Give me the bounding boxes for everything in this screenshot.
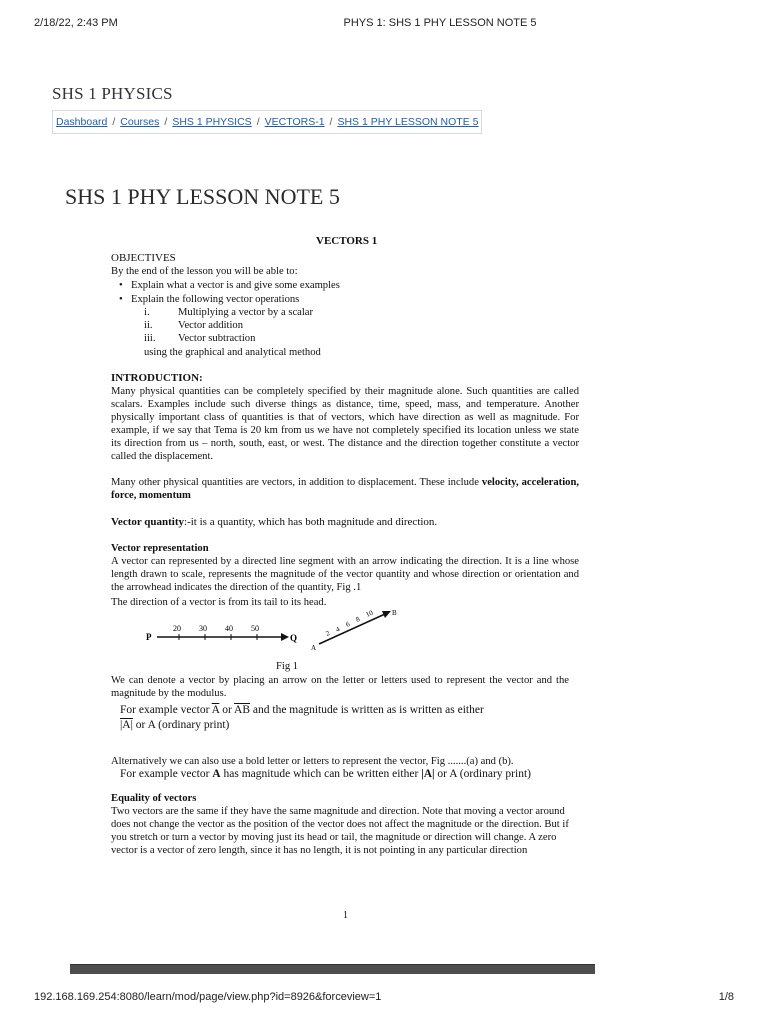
breadcrumb-separator: / bbox=[256, 116, 260, 128]
print-header bbox=[0, 17, 768, 33]
print-page-count: 1/8 bbox=[718, 991, 734, 1003]
breadcrumb-section[interactable]: VECTORS-1 bbox=[264, 116, 325, 128]
vector-line-ab bbox=[319, 614, 385, 644]
vector-quantity-definition bbox=[111, 516, 437, 529]
modulus-symbol: |A| bbox=[421, 768, 435, 780]
notation-text: or bbox=[219, 704, 235, 716]
lesson-heading: VECTORS 1 bbox=[316, 235, 378, 247]
tick-label: 4 bbox=[334, 625, 342, 634]
figure-caption: Fig 1 bbox=[276, 661, 299, 672]
tick-label: 10 bbox=[364, 608, 375, 619]
notation-text: has magnitude which can be written either bbox=[220, 768, 422, 780]
vector-figure bbox=[141, 604, 461, 659]
tick-label: 20 bbox=[173, 624, 181, 633]
document-page-number: 1 bbox=[343, 910, 348, 921]
denote-paragraph: We can denote a vector by placing an arrow on the letter or letters used to represent the vector and the magnitude by the modulus. bbox=[111, 675, 569, 699]
equality-paragraph: Two vectors are the same if they have the same magnitude and direction. Note that moving a vector around does not change the vector as the position of the vector does not affect the magnitude or the direction. But if you stretch or turn a vector by moving just its head or tail, the magnitude or direction will change. A zero vector is a vector of zero length, since it has no length, it is not pointing in any particular direction bbox=[111, 806, 569, 856]
objective-bullet: • Explain what a vector is and give some examples bbox=[131, 279, 340, 292]
objective-bullet: • Explain the following vector operations bbox=[131, 293, 299, 306]
operation-text: Vector addition bbox=[178, 320, 244, 331]
breadcrumb-separator: / bbox=[112, 116, 116, 128]
notation-example-line-2 bbox=[120, 719, 229, 732]
breadcrumb-course[interactable]: SHS 1 PHYSICS bbox=[172, 116, 252, 128]
alternative-paragraph: Alternatively we can also use a bold letter or letters to represent the vector, Fig .......(a) and (b). bbox=[111, 756, 514, 767]
page-title: SHS 1 PHY LESSON NOTE 5 bbox=[65, 184, 340, 209]
notation-example-line-1 bbox=[120, 704, 484, 717]
vector-quantity-term: Vector quantity bbox=[111, 516, 185, 528]
print-url: 192.168.169.254:8080/learn/mod/page/view.php?id=8926&forceview=1 bbox=[34, 991, 382, 1003]
tick-label: 40 bbox=[225, 624, 233, 633]
equality-heading: Equality of vectors bbox=[111, 793, 197, 804]
breadcrumb bbox=[52, 110, 482, 134]
tick-label: 50 bbox=[251, 624, 259, 633]
tick-label: 2 bbox=[324, 629, 332, 638]
print-title: PHYS 1: SHS 1 PHY LESSON NOTE 5 bbox=[343, 17, 537, 29]
vector-quantity-text: :-it is a quantity, which has both magnitude and direction. bbox=[184, 516, 438, 528]
notation-text: or A (ordinary print) bbox=[132, 719, 230, 731]
breadcrumb-dashboard[interactable]: Dashboard bbox=[56, 116, 108, 128]
tick-label: 6 bbox=[344, 620, 352, 629]
notation-text: and the magnitude is written as is written as either bbox=[250, 704, 484, 716]
notation-text: For example vector bbox=[120, 768, 213, 780]
print-footer bbox=[0, 991, 768, 1007]
vector-end-label: B bbox=[392, 609, 397, 617]
objectives-heading: OBJECTIVES bbox=[111, 252, 176, 264]
modulus-symbol: |A| bbox=[120, 719, 133, 731]
vector-representation-paragraph: A vector can represented by a directed line segment with an arrow indicating the direction. It is a line whose length drawn to scale, represents the magnitude of the vector quantity and whose direction or orientation and the arrowhead indicates the direction of the quantity, Fig .1 bbox=[111, 556, 579, 593]
arrowhead-icon bbox=[281, 633, 289, 641]
intro-paragraph: Many physical quantities can be completely specified by their magnitude alone. Such quantities are called scalars. Examples include such diverse things as distance, time, speed, mass, and temperature. Another physically important class of quantities is that of vectors, which have direction as well as magnitude. For example, if we say that Tema is 20 km from us we have not completely specified its location unless we state its direction from us – north, south, east, or west. The distance and the direction together constitute a vector called the displacement. bbox=[111, 386, 579, 462]
operation-number: ii. bbox=[144, 320, 153, 331]
vector-a-symbol: $\overline{A}$ bbox=[211, 704, 220, 716]
operation-text: Multiplying a vector by a scalar bbox=[178, 307, 314, 318]
operation-number: i. bbox=[144, 307, 150, 318]
other-quantities-paragraph bbox=[111, 476, 579, 502]
method-line: using the graphical and analytical method bbox=[144, 347, 321, 358]
tick-label: 8 bbox=[354, 615, 362, 624]
notation-text: For example vector bbox=[120, 704, 212, 716]
vector-representation-heading: Vector representation bbox=[111, 543, 209, 554]
print-datetime: 2/18/22, 2:43 PM bbox=[34, 17, 118, 29]
course-title: SHS 1 PHYSICS bbox=[52, 84, 173, 103]
horizontal-scrollbar[interactable] bbox=[70, 964, 595, 974]
tick-label: 30 bbox=[199, 624, 207, 633]
breadcrumb-separator: / bbox=[164, 116, 168, 128]
breadcrumb-courses[interactable]: Courses bbox=[120, 116, 160, 128]
vector-start-label: P bbox=[146, 632, 152, 642]
vector-direction-line: The direction of a vector is from its tail to its head. bbox=[111, 597, 327, 608]
operation-number: iii. bbox=[144, 333, 156, 344]
intro-heading: INTRODUCTION: bbox=[111, 372, 203, 384]
vector-start-label: A bbox=[311, 644, 317, 652]
bold-vector-symbol: A bbox=[212, 768, 221, 780]
other-quantities-text: Many other physical quantities are vectors, in addition to displacement. These include bbox=[111, 477, 482, 488]
operation-text: Vector subtraction bbox=[178, 333, 256, 344]
other-quantities-bold: velocity, acceleration, force, momentum bbox=[111, 477, 579, 501]
bold-notation-example bbox=[120, 768, 531, 781]
breadcrumb-separator: / bbox=[329, 116, 333, 128]
notation-text: or A (ordinary print) bbox=[434, 768, 531, 780]
vector-ab-symbol: $\overline{AB}$ bbox=[234, 704, 251, 716]
objectives-intro: By the end of the lesson you will be able to: bbox=[111, 266, 298, 277]
vector-end-label: Q bbox=[290, 633, 298, 643]
breadcrumb-current-page[interactable]: SHS 1 PHY LESSON NOTE 5 bbox=[337, 116, 479, 128]
